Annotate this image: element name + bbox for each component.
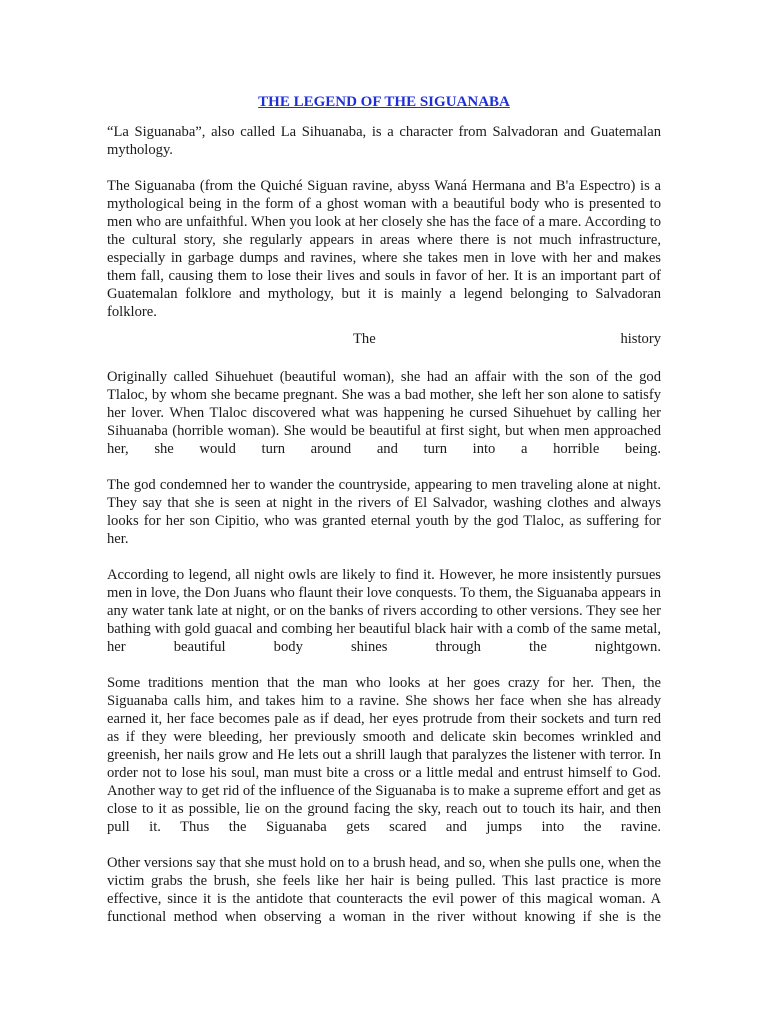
section-heading-history: The history [353,331,661,347]
paragraph-night-owls: According to legend, all night owls are likely to find it. However, he more insistently pursues men in love, the Don Juans who flaunt their love conquests. To them, the Siguanaba appears in any water tank late at night, or on the banks of rivers according to other versions. They see her bathing with gold guacal and combing her beautiful black hair with a comb of the same metal, her beautiful body shines through the nightgown. [107,567,661,655]
paragraph-other-versions: Other versions say that she must hold on to a brush head, and so, when she pulls one, when the victim grabs the brush, she feels like her hair is being pulled. This last practice is more effective, since it is the antidote that counteracts the evil power of this magical woman. A functional method when observing a woman in the river without knowing if she is the [107,855,661,925]
document-page [107,93,661,944]
paragraph-intro: “La Siguanaba”, also called La Sihuanaba, is a character from Salvadoran and Guatemalan mythology. [107,124,661,158]
document-title: THE LEGEND OF THE SIGUANABA [258,94,510,110]
paragraph-traditions: Some traditions mention that the man who looks at her goes crazy for her. Then, the Siguanaba calls him, and takes him to a ravine. She shows her face when she has already earned it, her face becomes pale as if dead, her eyes protrude from their sockets and turn red as if they were bleeding, her previously smooth and delicate skin becomes wrinkled and greenish, her nails grow and He lets out a shrill laugh that paralyzes the listener with terror. In order not to lose his soul, man must bite a cross or a little medal and entrust himself to God. Another way to get rid of the influence of the Siguanaba is to make a supreme effort and get as close to it as possible, lie on the ground facing the sky, reach out to touch its hair, and then pull it. Thus the Siguanaba gets scared and jumps into the ravine. [107,675,661,835]
paragraph-definition: The Siguanaba (from the Quiché Siguan ravine, abyss Waná Hermana and B'a Espectro) is a mythological being in the form of a ghost woman with a beautiful body who is presented to men who are unfaithful. When you look at her closely she has the face of a mare. According to the cultural story, she regularly appears in areas where there is not much infrastructure, especially in garbage dumps and ravines, where she takes men in love with her and makes them fall, causing them to lose their lives and souls in favor of her. It is an important part of Guatemalan folklore and mythology, but it is mainly a legend belonging to Salvadoran folklore. [107,178,661,320]
paragraph-condemned: The god condemned her to wander the countryside, appearing to men traveling alone at night. They say that she is seen at night in the rivers of El Salvador, washing clothes and always looks for her son Cipitio, who was granted eternal youth by the god Tlaloc, as suffering for her. [107,477,661,547]
paragraph-origin: Originally called Sihuehuet (beautiful woman), she had an affair with the son of the god Tlaloc, by whom she became pregnant. She was a bad mother, she left her son alone to satisfy her lover. When Tlaloc discovered what was happening he cursed Sihuehuet by calling her Sihuanaba (horrible woman). She would be beautiful at first sight, but when men approached her, she would turn around and turn into a horrible being. [107,369,661,457]
